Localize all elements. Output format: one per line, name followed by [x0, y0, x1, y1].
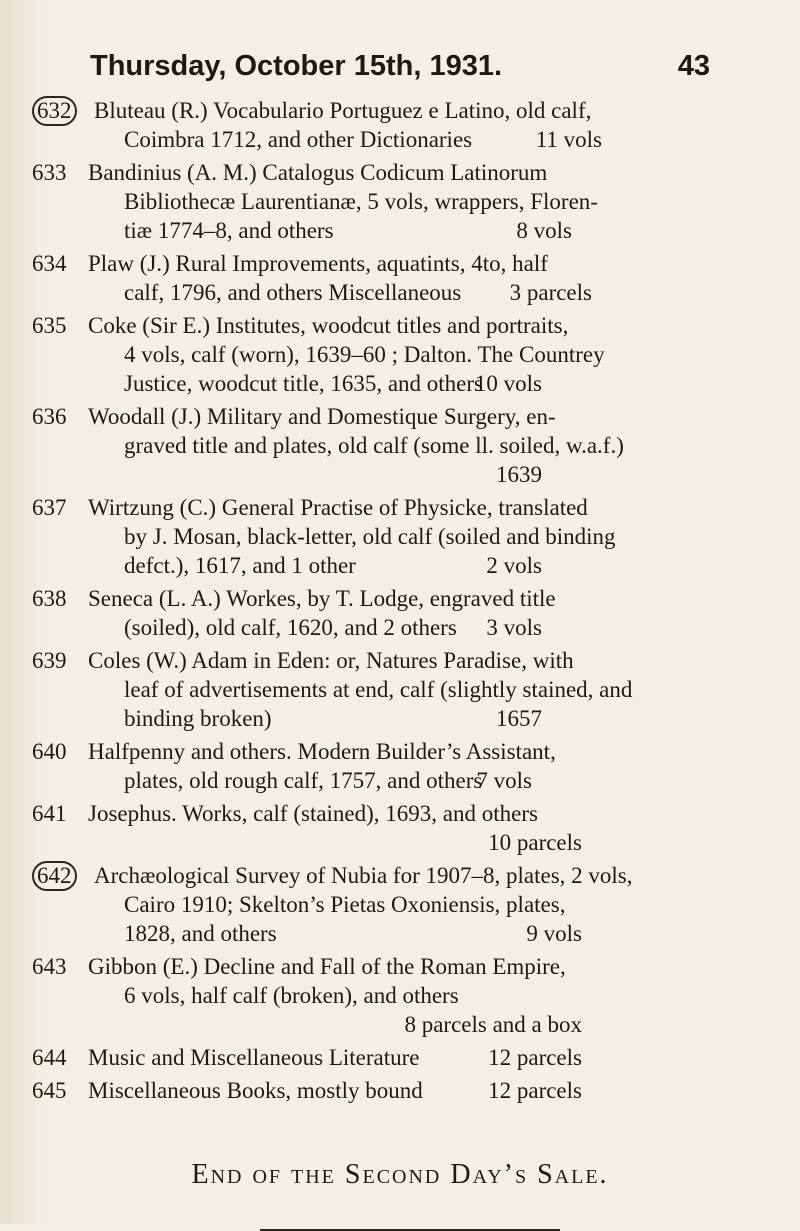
lot-text: graved title and plates, old calf (some ll. soiled, w.a.f.)	[124, 433, 624, 458]
lot-quantity: 3 vols	[486, 615, 542, 640]
lot-text: 1828, and others	[124, 921, 277, 946]
page-number: 43	[677, 50, 710, 82]
lot-text: Coke (Sir E.) Institutes, woodcut titles and portraits,	[88, 313, 569, 338]
lot-text: Plaw (J.) Rural Improvements, aquatints, 4to, half	[88, 251, 548, 276]
lot-entry	[32, 799, 732, 857]
lot-entry	[32, 158, 732, 245]
lot-number: 642	[32, 861, 77, 891]
lot-text: Halfpenny and others. Modern Builder’s Assistant,	[88, 739, 556, 764]
lot-number: 637	[32, 495, 67, 520]
lot-text: defct.), 1617, and 1 other	[124, 553, 356, 578]
lot-quantity: 10 parcels	[488, 830, 582, 855]
lot-text: Bibliothecæ Laurentianæ, 5 vols, wrappers, Floren-	[124, 189, 598, 214]
lot-text: (soiled), old calf, 1620, and 2 others	[124, 615, 457, 640]
lot-text: Cairo 1910; Skelton’s Pietas Oxoniensis, plates,	[124, 892, 566, 917]
lot-number: 640	[32, 739, 67, 764]
lot-number: 641	[32, 801, 67, 826]
lot-text: Bluteau (R.) Vocabulario Portuguez e Latino, old calf,	[94, 98, 592, 123]
lot-number: 636	[32, 404, 67, 429]
lot-entry	[32, 861, 732, 948]
lot-number: 643	[32, 954, 67, 979]
lot-text: Archæological Survey of Nubia for 1907–8, plates, 2 vols,	[94, 863, 633, 888]
lot-text: plates, old rough calf, 1757, and others	[124, 768, 483, 793]
lot-text: Bandinius (A. M.) Catalogus Codicum Latinorum	[88, 160, 548, 185]
lot-text: tiæ 1774–8, and others	[124, 218, 334, 243]
lot-number: 633	[32, 160, 67, 185]
lot-text: 1639	[496, 462, 542, 487]
lot-number: 639	[32, 648, 67, 673]
lot-quantity: 8 vols	[516, 218, 572, 243]
lot-entry	[32, 96, 732, 154]
lot-text: binding broken)	[124, 706, 272, 731]
lot-text: Miscellaneous Books, mostly bound	[88, 1078, 423, 1103]
lot-text: 4 vols, calf (worn), 1639–60 ; Dalton. The Countrey	[124, 342, 605, 367]
header-date: Thursday, October 15th, 1931.	[90, 50, 503, 82]
lot-text: Music and Miscellaneous Literature	[88, 1045, 420, 1070]
lot-quantity: 1657	[496, 706, 542, 731]
lot-number: 644	[32, 1045, 67, 1070]
lot-number: 632	[32, 96, 77, 126]
lot-entry	[32, 646, 732, 733]
lot-text: by J. Mosan, black-letter, old calf (soiled and binding	[124, 524, 616, 549]
lot-quantity: 2 vols	[486, 553, 542, 578]
lot-quantity: 11 vols	[535, 127, 602, 152]
lot-text: Coles (W.) Adam in Eden: or, Natures Paradise, with	[88, 648, 574, 673]
lot-number: 635	[32, 313, 67, 338]
lot-entry	[32, 402, 732, 489]
lot-entry	[32, 493, 732, 580]
page-header	[90, 50, 710, 86]
lot-quantity: 8 parcels and a box	[404, 1012, 582, 1037]
lot-quantity: 12 parcels	[488, 1078, 582, 1103]
lot-quantity: 7 vols	[476, 768, 532, 793]
lot-entry	[32, 952, 732, 1039]
end-notice: End of the Second Day’s Sale.	[191, 1159, 609, 1190]
lot-text: Coimbra 1712, and other Dictionaries	[124, 127, 473, 152]
lot-text: Woodall (J.) Military and Domestique Surgery, en-	[88, 404, 556, 429]
lot-text: Josephus. Works, calf (stained), 1693, and others	[88, 801, 538, 826]
lot-entry	[32, 1043, 732, 1072]
lot-quantity: 3 parcels	[509, 280, 592, 305]
lot-entry	[32, 249, 732, 307]
lot-quantity: 10 vols	[474, 371, 542, 396]
lot-number: 638	[32, 586, 67, 611]
lot-quantity: 12 parcels	[488, 1045, 582, 1070]
lot-text: Seneca (L. A.) Workes, by T. Lodge, engraved title	[88, 586, 556, 611]
lot-entry	[32, 737, 732, 795]
lot-text: calf, 1796, and others Miscellaneous	[124, 280, 462, 305]
lot-text: 6 vols, half calf (broken), and others	[124, 983, 459, 1008]
lot-entry	[32, 1076, 732, 1105]
lot-text: Justice, woodcut title, 1635, and others	[124, 371, 483, 396]
lot-quantity: 9 vols	[526, 921, 582, 946]
lot-entry	[32, 584, 732, 642]
lot-text: leaf of advertisements at end, calf (slightly stained, and	[124, 677, 633, 702]
lot-number: 634	[32, 251, 67, 276]
lot-number: 645	[32, 1078, 67, 1103]
lot-text: Gibbon (E.) Decline and Fall of the Roman Empire,	[88, 954, 566, 979]
lot-text: Wirtzung (C.) General Practise of Physicke, translated	[88, 495, 588, 520]
lot-entry	[32, 311, 732, 398]
